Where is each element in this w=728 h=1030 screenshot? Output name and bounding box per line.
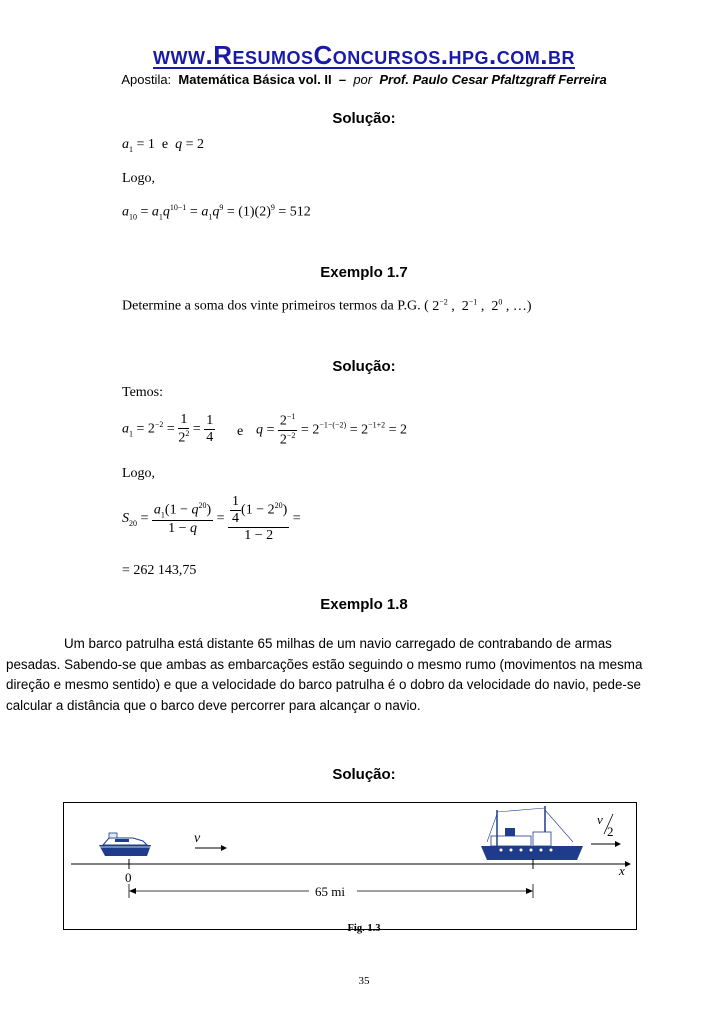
title-dash: – [338,72,347,87]
figure-boats-diagram [63,802,637,930]
velocity-label-v2-num: v [597,812,603,827]
distance-label: 65 mi [315,884,345,899]
figure-frame [64,803,637,930]
document-subtitle [0,72,728,87]
solution-heading-1: Solução: [332,110,396,127]
figure-caption: Fig. 1.3 [347,923,381,934]
statement-text: Determine a soma dos vinte primeiros termos da P.G. ( [122,298,429,314]
solution-heading-3: Solução: [332,766,396,783]
eq-q-value: q = $\frac{2^{-1}}{2^{-2}}$ = $2^{-1-(-2)} = 2^{-1+2} = 2$ [256,412,408,448]
temos-text: Temos: [122,385,164,400]
x-axis-label: x [619,863,625,878]
eq-a1-q: $a_1 = 1$ e q = 2 [122,137,205,154]
author-name: Prof. Paulo Cesar Pfaltzgraff Ferreira [379,72,607,87]
eq-a1-value: $a_1 = 2^{-2}$ = $\frac{1}{2^2}$ = $\frac{1}{4}$ [122,412,214,446]
paragraph-text: Um barco patrulha está distante 65 milhas de um navio carregado de contrabando de armas pesadas. Sabendo-se que ambas as embarcações estão seguindo o mesmo rumo (movimentos na mesma direção e mesmo sentido) e que a velocidade do barco patrulha é o dobro da velocidade do navio, pede-se calcular a distância que o barco deve percorrer para alcançar o navio. [6,636,643,713]
s20-result: = 262 143,75 [122,563,197,578]
conjunction-e: e [237,424,244,439]
velocity-label-v2-den: 2 [607,824,614,839]
book-title: Matemática Básica vol. II [178,72,332,87]
example-heading-1-7: Exemplo 1.7 [320,264,408,281]
example-1-7-statement [122,297,531,315]
eq-s20: $S_{20}$ = $\frac{a_1(1 - q^{20})}{1 - q}$ = $\frac{1}{4}$ $(1 - 2^{20})$ 1 − 2 = [122,494,301,543]
logo-text-2: Logo, [122,466,156,481]
logo-text-1: Logo, [122,171,156,186]
contraband-ship-icon [481,806,583,860]
solution-heading-2: Solução: [332,358,396,375]
origin-label: 0 [125,870,132,885]
apostila-label: Apostila: [121,72,172,87]
velocity-label-v: v [194,831,201,846]
eq-a10: $a_{10} = a_1q^{10-1} = a_1q^9 = (1)(2)^9 = 512$ [122,203,311,222]
patrol-boat-icon [99,833,151,856]
example-heading-1-8: Exemplo 1.8 [320,596,408,613]
by-label: por [353,72,373,87]
page-number: 35 [358,975,370,987]
site-title: www.ResumosConcursos.hpg.com.br [153,40,575,70]
example-1-8-paragraph [6,634,664,716]
pg-terms: $2^{-2}$ , $2^{-1}$ , $2^0$ , …) [432,297,532,314]
